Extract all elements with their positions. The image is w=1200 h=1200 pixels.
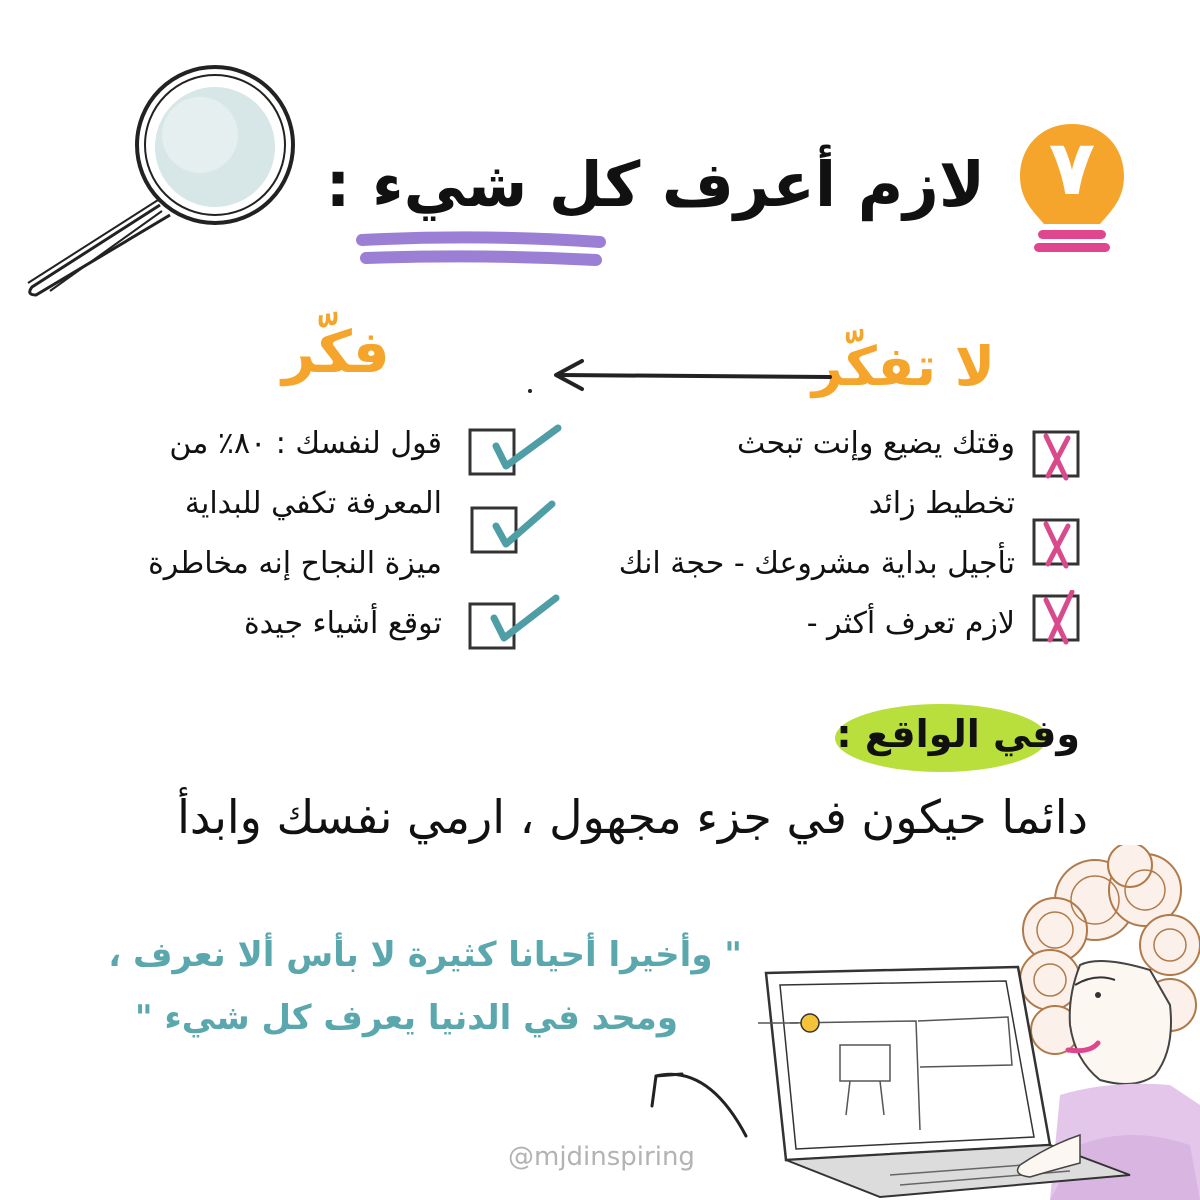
- left-arrow-icon: [520, 355, 840, 405]
- dont-think-item: تخطيط زائد: [868, 486, 1015, 521]
- quote-line-2: ومحد في الدنيا يعرف كل شيء ": [134, 998, 678, 1038]
- dont-think-label: لا تفكّر: [811, 335, 995, 398]
- curved-arrow-icon: [628, 1058, 758, 1148]
- title-underline: [352, 228, 612, 278]
- think-item: قول لنفسك : ٨٠٪ من: [169, 426, 442, 461]
- checkmark-icon: [466, 588, 566, 658]
- woman-illustration: [750, 845, 1200, 1200]
- cross-icon: [1028, 428, 1088, 484]
- cross-icon: [1028, 516, 1088, 572]
- reality-title: وفي الواقع :: [836, 712, 1080, 756]
- cross-icon: [1028, 590, 1088, 646]
- dont-think-item: وقتك يضيع وإنت تبحث: [736, 426, 1015, 461]
- think-label: فكّر: [282, 318, 390, 386]
- page-title: لازم أعرف كل شيء :: [325, 148, 985, 221]
- checkmark-icon: [466, 496, 566, 566]
- author-handle: @mjdinspiring: [508, 1142, 695, 1172]
- quote-line-1: " وأخيرا أحيانا كثيرة لا بأس ألا نعرف ،: [108, 935, 742, 975]
- checkmark-icon: [466, 416, 566, 486]
- think-item: توقع أشياء جيدة: [243, 606, 442, 641]
- think-item: المعرفة تكفي للبداية: [184, 486, 442, 521]
- tip-number: ٧: [1048, 123, 1096, 212]
- think-item: ميزة النجاح إنه مخاطرة: [148, 546, 442, 581]
- dont-think-item: تأجيل بداية مشروعك - حجة انك: [618, 546, 1015, 581]
- reality-body: دائما حيكون في جزء مجهول ، ارمي نفسك وابدأ: [177, 790, 1088, 844]
- dont-think-item: لازم تعرف أكثر -: [806, 606, 1015, 641]
